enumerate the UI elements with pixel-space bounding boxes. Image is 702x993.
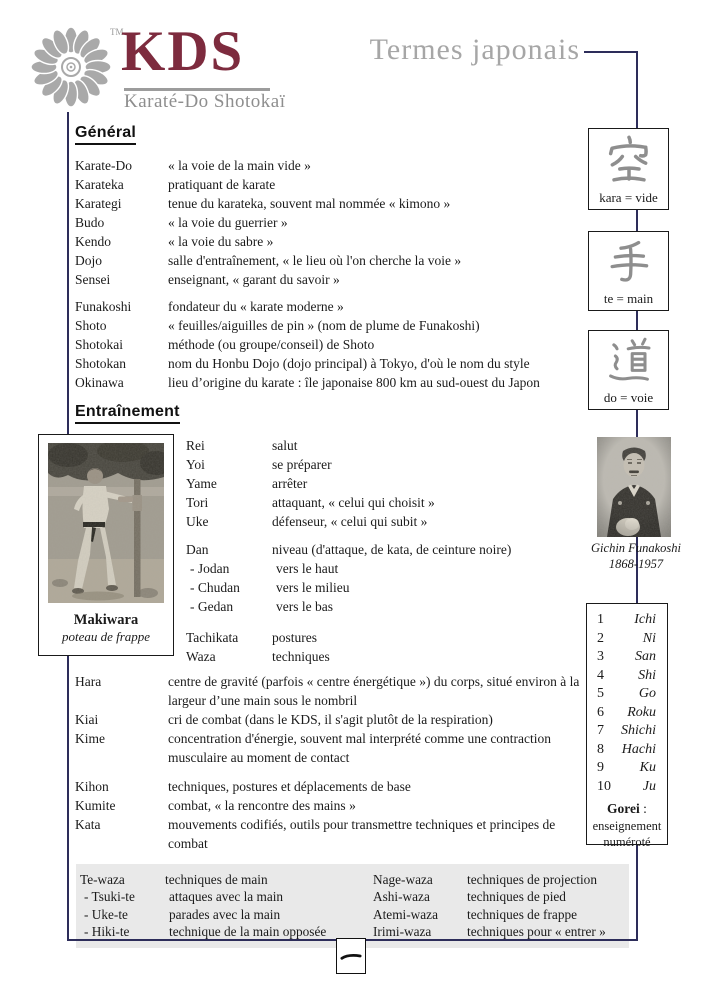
term-label: Dan bbox=[186, 542, 209, 557]
general-group2 bbox=[75, 297, 587, 392]
numbers-box bbox=[586, 603, 668, 849]
term-row bbox=[186, 597, 546, 616]
number-row bbox=[587, 778, 667, 797]
term-row bbox=[75, 297, 587, 316]
term-row bbox=[80, 923, 326, 940]
term-definition: techniques de pied bbox=[467, 889, 566, 905]
term-definition: pratiquant de karate bbox=[168, 177, 276, 192]
term-definition: techniques pour « entrer » bbox=[467, 923, 606, 939]
training-group3 bbox=[186, 628, 526, 666]
term-definition: techniques bbox=[272, 649, 330, 664]
makiwara-box bbox=[38, 434, 174, 656]
term-label: - Uke-te bbox=[84, 906, 128, 922]
term-row bbox=[186, 455, 526, 474]
term-definition: enseignant, « garant du savoir » bbox=[168, 272, 340, 287]
kanji-kara-icon bbox=[604, 133, 654, 185]
term-definition: nom du Honbu Dojo (dojo principal) à Tokyo, d'où le nom du style bbox=[168, 356, 530, 371]
number-row bbox=[587, 741, 667, 760]
term-row bbox=[186, 493, 526, 512]
term-definition: attaquant, « celui qui choisit » bbox=[272, 495, 435, 510]
number-name: Shichi bbox=[621, 723, 656, 738]
term-definition: lieu d’origine du karate : île japonaise 800 km au sud-ouest du Japon bbox=[168, 375, 540, 390]
term-label: - Hiki-te bbox=[84, 923, 130, 939]
term-label: Shotokai bbox=[75, 337, 124, 352]
term-row bbox=[186, 512, 526, 531]
number-name: San bbox=[635, 649, 656, 664]
term-label: Shoto bbox=[75, 318, 107, 333]
term-row bbox=[75, 251, 587, 270]
gorei-colon: : bbox=[639, 801, 647, 816]
kanji-box-te bbox=[588, 231, 669, 311]
term-label: Tachikata bbox=[186, 630, 239, 645]
number-value: 7 bbox=[597, 723, 604, 738]
number-value: 9 bbox=[597, 760, 604, 775]
term-definition: « la voie du sabre » bbox=[168, 234, 274, 249]
kanji-label: te = main bbox=[603, 291, 654, 306]
term-label: Te-waza bbox=[80, 872, 125, 887]
term-label: - Gedan bbox=[190, 599, 234, 614]
term-row bbox=[75, 796, 595, 815]
term-row bbox=[373, 923, 606, 940]
term-definition: salle d'entraînement, « le lieu où l'on cherche la voie » bbox=[168, 253, 462, 268]
kanji-te-icon bbox=[605, 236, 653, 286]
term-definition: se préparer bbox=[272, 457, 332, 472]
term-definition: fondateur du « karate moderne » bbox=[168, 299, 344, 314]
term-label: Karategi bbox=[75, 196, 122, 211]
term-row bbox=[75, 270, 587, 289]
term-label: Okinawa bbox=[75, 375, 124, 390]
term-label: Kihon bbox=[75, 779, 109, 794]
term-definition: vers le milieu bbox=[276, 580, 350, 595]
makiwara-subcaption: poteau de frappe bbox=[61, 629, 151, 644]
number-name: Shi bbox=[638, 667, 656, 683]
term-label: - Jodan bbox=[190, 561, 230, 576]
photo-caption-block bbox=[576, 540, 696, 572]
concepts-group1 bbox=[75, 672, 595, 767]
number-name: Roku bbox=[627, 704, 656, 720]
number-value: 5 bbox=[597, 686, 604, 701]
term-row bbox=[373, 871, 606, 888]
gorei-line1: enseignement bbox=[592, 818, 662, 833]
term-label: Dojo bbox=[75, 253, 102, 268]
makiwara-caption: Makiwara bbox=[73, 612, 139, 628]
term-label: Kata bbox=[75, 817, 101, 832]
term-row bbox=[75, 194, 587, 213]
number-row bbox=[587, 648, 667, 667]
number-value: 3 bbox=[597, 649, 604, 664]
term-row bbox=[186, 474, 526, 493]
training-group1 bbox=[186, 436, 526, 531]
term-definition: arrêter bbox=[272, 476, 308, 491]
term-label: Kendo bbox=[75, 234, 111, 249]
term-definition: méthode (ou groupe/conseil) de Shoto bbox=[168, 337, 375, 352]
term-definition: techniques de main bbox=[165, 872, 268, 887]
term-label: Budo bbox=[75, 215, 105, 230]
logo-tm: TM bbox=[110, 27, 124, 37]
section-heading-general: Général bbox=[75, 124, 136, 145]
page-number-kanji-icon bbox=[340, 950, 362, 962]
number-name: Ni bbox=[642, 630, 656, 646]
term-definition: vers le haut bbox=[276, 561, 339, 576]
waza-table-left-column bbox=[80, 871, 326, 940]
term-definition: techniques de frappe bbox=[467, 906, 578, 922]
term-definition: parades avec la main bbox=[169, 906, 281, 922]
logo-acronym: KDS bbox=[121, 20, 245, 83]
term-row bbox=[75, 354, 587, 373]
term-definition: « la voie de la main vide » bbox=[168, 158, 311, 173]
term-row bbox=[186, 628, 526, 647]
term-label: Ashi-waza bbox=[373, 889, 430, 905]
term-row bbox=[186, 559, 546, 578]
number-value: 6 bbox=[597, 704, 604, 720]
term-row bbox=[75, 213, 587, 232]
page-title: Termes japonais bbox=[369, 33, 580, 66]
term-definition: vers le bas bbox=[276, 599, 333, 614]
term-row bbox=[75, 316, 587, 335]
term-row bbox=[75, 232, 587, 251]
funakoshi-photo bbox=[597, 437, 671, 537]
term-label: Atemi-waza bbox=[373, 906, 438, 922]
term-definition: postures bbox=[272, 630, 317, 645]
kanji-label: kara = vide bbox=[599, 190, 658, 205]
term-label: Kumite bbox=[75, 798, 116, 813]
term-label: Irimi-waza bbox=[373, 923, 432, 939]
number-row bbox=[587, 667, 667, 686]
term-row bbox=[80, 871, 326, 888]
term-label: Yame bbox=[186, 476, 217, 491]
kanji-do-icon bbox=[605, 335, 653, 385]
term-row bbox=[186, 578, 546, 597]
term-row bbox=[75, 710, 595, 729]
number-name: Ku bbox=[639, 760, 656, 775]
number-row bbox=[587, 704, 667, 723]
number-value: 8 bbox=[597, 741, 604, 757]
term-definition: attaques avec la main bbox=[169, 889, 284, 905]
number-row bbox=[587, 759, 667, 778]
term-label: Kiai bbox=[75, 712, 99, 727]
term-label: Waza bbox=[186, 649, 216, 664]
term-label: - Chudan bbox=[190, 580, 240, 595]
number-name: Hachi bbox=[621, 741, 656, 757]
term-definition: salut bbox=[272, 438, 298, 453]
term-label: Rei bbox=[186, 438, 205, 453]
kanji-label: do = voie bbox=[603, 390, 654, 405]
number-value: 1 bbox=[597, 612, 604, 627]
logo-subtitle: Karaté-Do Shotokaï bbox=[124, 91, 286, 112]
term-label: Shotokan bbox=[75, 356, 127, 371]
term-definition: niveau (d'attaque, de kata, de ceinture noire) bbox=[272, 542, 512, 557]
number-row bbox=[587, 630, 667, 649]
number-row bbox=[587, 722, 667, 741]
term-row bbox=[75, 373, 587, 392]
term-definition: tenue du karateka, souvent mal nommée « kimono » bbox=[168, 196, 451, 211]
photo-caption: Gichin Funakoshi bbox=[591, 541, 681, 555]
term-label: Funakoshi bbox=[75, 299, 132, 314]
term-definition: défenseur, « celui qui subit » bbox=[272, 514, 428, 529]
term-definition: technique de la main opposée bbox=[169, 923, 327, 939]
term-definition: techniques de projection bbox=[467, 872, 597, 887]
number-name: Ju bbox=[642, 778, 656, 794]
term-definition: techniques, postures et déplacements de base bbox=[168, 779, 411, 794]
term-label: Kime bbox=[75, 731, 105, 746]
term-definition: mouvements codifiés, outils pour transmettre techniques et principes de combat bbox=[168, 817, 556, 851]
term-label: Nage-waza bbox=[373, 872, 433, 887]
term-label: Hara bbox=[75, 674, 102, 689]
page-number-box bbox=[336, 938, 366, 974]
term-definition: concentration d'énergie, souvent mal interprété comme une contraction musculaire au moment de contact bbox=[168, 731, 552, 765]
photo-dates: 1868-1957 bbox=[608, 557, 664, 571]
term-row bbox=[186, 647, 526, 666]
term-definition: centre de gravité (parfois « centre énergétique ») du corps, situé environ à la largeur d’une main sous le nombril bbox=[168, 674, 580, 708]
concepts-group2 bbox=[75, 777, 595, 853]
term-row bbox=[373, 888, 606, 905]
training-group2 bbox=[186, 540, 546, 616]
term-label: Tori bbox=[186, 495, 209, 510]
section-heading-training: Entraînement bbox=[75, 403, 180, 424]
term-label: - Tsuki-te bbox=[84, 889, 135, 905]
term-definition: « feuilles/aiguilles de pin » (nom de plume de Funakoshi) bbox=[168, 318, 480, 333]
term-row bbox=[75, 815, 595, 853]
number-value: 10 bbox=[597, 778, 611, 794]
gorei-note bbox=[587, 801, 667, 851]
term-definition: « la voie du guerrier » bbox=[168, 215, 288, 230]
term-row bbox=[373, 906, 606, 923]
kanji-box-do bbox=[588, 330, 669, 410]
term-row bbox=[75, 729, 595, 767]
gorei-title: Gorei bbox=[607, 801, 640, 816]
gorei-line2: numéroté bbox=[603, 835, 651, 849]
term-label: Karate-Do bbox=[75, 158, 132, 173]
term-label: Karateka bbox=[75, 177, 124, 192]
term-label: Sensei bbox=[75, 272, 111, 287]
term-row bbox=[75, 777, 595, 796]
number-value: 2 bbox=[597, 630, 604, 646]
frame-line-top bbox=[584, 51, 638, 53]
kanji-box-kara bbox=[588, 128, 669, 210]
number-value: 4 bbox=[597, 667, 604, 683]
term-definition: cri de combat (dans le KDS, il s'agit plutôt de la respiration) bbox=[168, 712, 493, 727]
number-row bbox=[587, 685, 667, 704]
term-row bbox=[75, 672, 595, 710]
number-name: Go bbox=[638, 686, 656, 701]
term-row bbox=[75, 156, 587, 175]
waza-table-right-column bbox=[373, 871, 606, 940]
chrysanthemum-logo-icon bbox=[31, 27, 111, 112]
number-name: Ichi bbox=[634, 612, 656, 627]
term-row bbox=[186, 436, 526, 455]
term-row bbox=[75, 175, 587, 194]
term-row bbox=[80, 906, 326, 923]
makiwara-photo bbox=[48, 443, 164, 603]
general-group1 bbox=[75, 156, 587, 289]
number-row bbox=[587, 611, 667, 630]
term-definition: combat, « la rencontre des mains » bbox=[168, 798, 356, 813]
term-row bbox=[186, 540, 546, 559]
term-row bbox=[80, 888, 326, 905]
term-label: Yoi bbox=[186, 457, 205, 472]
term-label: Uke bbox=[186, 514, 209, 529]
term-row bbox=[75, 335, 587, 354]
